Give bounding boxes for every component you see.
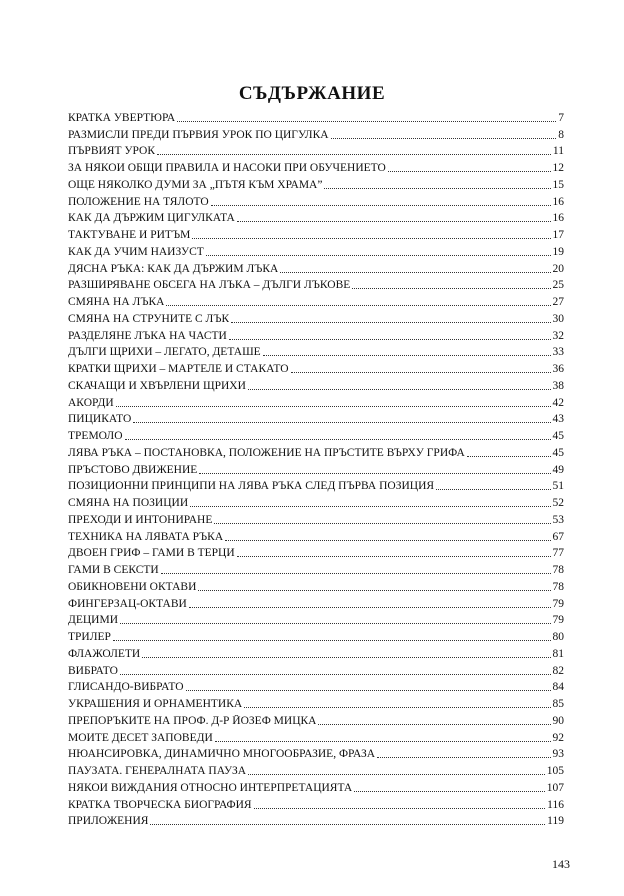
toc-dot-leader	[190, 506, 550, 507]
toc-entry-page: 49	[552, 463, 564, 476]
toc-entry-title: ПРЕПОРЪКИТЕ НА ПРОФ. Д-Р ЙОЗЕФ МИЦКА	[68, 714, 317, 727]
toc-entry	[68, 225, 564, 242]
toc-entry-page: 81	[552, 647, 564, 660]
toc-entry-page: 16	[552, 212, 564, 225]
toc-dot-leader	[354, 791, 545, 792]
toc-entry-title: ПРЪСТОВО ДВИЖЕНИЕ	[68, 463, 198, 476]
toc-entry	[68, 108, 564, 125]
toc-dot-leader	[352, 288, 550, 289]
toc-entry	[68, 678, 564, 695]
toc-dot-leader	[120, 623, 550, 624]
toc-entry-title: РАЗШИРЯВАНЕ ОБСЕГА НА ЛЪКА – ДЪЛГИ ЛЪКОВЕ	[68, 279, 351, 292]
toc-entry-title: ФИНГЕРЗАЦ-ОКТАВИ	[68, 597, 187, 610]
toc-entry-title: ОБИКНОВЕНИ ОКТАВИ	[68, 580, 197, 593]
toc-entry-page: 51	[552, 480, 564, 493]
toc-entry-title: ПОЛОЖЕНИЕ НА ТЯЛОТО	[68, 195, 209, 208]
toc-entry-page: 43	[552, 413, 564, 426]
toc-entry-page: 79	[552, 614, 564, 627]
toc-entry-title: ПРЕХОДИ И ИНТОНИРАНЕ	[68, 513, 213, 526]
toc-entry-title: ОЩЕ НЯКОЛКО ДУМИ ЗА „ПЪТЯ КЪМ ХРАМА”	[68, 178, 323, 191]
toc-entry-page: 38	[552, 379, 564, 392]
toc-entry-title: КРАТКИ ЩРИХИ – МАРТЕЛЕ И СТАКАТО	[68, 363, 289, 375]
table-of-contents	[68, 108, 564, 828]
toc-entry-page: 77	[552, 547, 564, 560]
toc-dot-leader	[161, 573, 551, 574]
toc-dot-leader	[467, 456, 551, 457]
toc-dot-leader	[231, 322, 550, 323]
toc-entry-title: ЗА НЯКОИ ОБЩИ ПРАВИЛА И НАСОКИ ПРИ ОБУЧЕНИЕТО	[68, 162, 386, 174]
toc-dot-leader	[229, 339, 551, 340]
toc-entry-title: СМЯНА НА ПОЗИЦИИ	[68, 497, 189, 509]
toc-entry	[68, 594, 564, 611]
toc-dot-leader	[157, 154, 551, 155]
toc-entry-title: ФЛАЖОЛЕТИ	[68, 647, 141, 660]
toc-entry	[68, 510, 564, 527]
toc-dot-leader	[225, 540, 550, 541]
toc-entry	[68, 158, 564, 175]
toc-entry-title: АКОРДИ	[68, 396, 114, 409]
toc-dot-leader	[248, 389, 551, 390]
toc-entry	[68, 209, 564, 226]
toc-dot-leader	[237, 556, 551, 557]
toc-entry-page: 19	[552, 245, 564, 258]
toc-dot-leader	[116, 406, 551, 407]
toc-entry-page: 33	[552, 346, 564, 359]
toc-entry	[68, 242, 564, 259]
toc-entry	[68, 343, 564, 360]
toc-entry	[68, 694, 564, 711]
toc-entry-title: СМЯНА НА ЛЪКА	[68, 296, 165, 308]
toc-entry-title: КАК ДА УЧИМ НАИЗУСТ	[68, 245, 204, 258]
toc-entry-page: 7	[558, 111, 564, 124]
toc-entry-title: ТРИЛЕР	[68, 631, 111, 643]
toc-entry-page: 93	[552, 748, 564, 761]
toc-entry-title: ПЪРВИЯТ УРОК	[68, 145, 156, 158]
toc-entry-page: 79	[552, 597, 564, 610]
toc-dot-leader	[244, 707, 550, 708]
toc-entry-page: 105	[546, 765, 564, 777]
toc-entry-title: КРАТКА ТВОРЧЕСКА БИОГРАФИЯ	[68, 798, 252, 811]
toc-entry-title: КРАТКА УВЕРТЮРА	[68, 111, 176, 124]
toc-dot-leader	[324, 188, 550, 189]
toc-entry-page: 20	[552, 262, 564, 275]
toc-dot-leader	[133, 422, 550, 423]
toc-entry-page: 45	[552, 430, 564, 442]
toc-entry-title: ДЯСНА РЪКА: КАК ДА ДЪРЖИМ ЛЪКА	[68, 262, 279, 275]
toc-entry-page: 78	[552, 564, 564, 576]
toc-entry	[68, 292, 564, 309]
toc-dot-leader	[436, 489, 550, 490]
toc-entry-page: 67	[552, 530, 564, 543]
toc-entry	[68, 426, 564, 443]
toc-entry-page: 27	[552, 296, 564, 308]
toc-dot-leader	[388, 171, 551, 172]
toc-entry-title: ДЕЦИМИ	[68, 614, 119, 627]
toc-entry	[68, 728, 564, 745]
toc-dot-leader	[199, 473, 550, 474]
toc-entry	[68, 192, 564, 209]
toc-entry-title: РАЗМИСЛИ ПРЕДИ ПЪРВИЯ УРОК ПО ЦИГУЛКА	[68, 128, 329, 141]
toc-entry	[68, 644, 564, 661]
toc-entry	[68, 175, 564, 192]
toc-entry	[68, 761, 564, 778]
toc-entry-title: КАК ДА ДЪРЖИМ ЦИГУЛКАТА	[68, 212, 235, 225]
toc-entry-page: 25	[552, 279, 564, 292]
toc-entry	[68, 560, 564, 577]
toc-dot-leader	[214, 523, 550, 524]
toc-dot-leader	[211, 205, 551, 206]
toc-entry-title: ПОЗИЦИОННИ ПРИНЦИПИ НА ЛЯВА РЪКА СЛЕД ПЪРВА ПОЗИЦИЯ	[68, 480, 435, 493]
toc-dot-leader	[189, 607, 551, 608]
toc-dot-leader	[192, 238, 550, 239]
toc-entry-title: СМЯНА НА СТРУНИТЕ С ЛЪК	[68, 312, 230, 325]
toc-entry-title: ЛЯВА РЪКА – ПОСТАНОВКА, ПОЛОЖЕНИЕ НА ПРЪСТИТЕ ВЪРХУ ГРИФА	[68, 446, 465, 459]
toc-entry-title: ТРЕМОЛО	[68, 430, 123, 442]
toc-entry-title: ГАМИ В СЕКСТИ	[68, 564, 159, 576]
toc-dot-leader	[318, 724, 550, 725]
toc-entry-title: НЮАНСИРОВКА, ДИНАМИЧНО МНОГООБРАЗИЕ, ФРАЗА	[68, 748, 376, 761]
toc-entry	[68, 142, 564, 159]
toc-dot-leader	[263, 355, 551, 356]
toc-entry-page: 119	[547, 815, 564, 828]
toc-dot-leader	[142, 657, 550, 658]
toc-entry-page: 90	[552, 714, 564, 727]
toc-entry	[68, 795, 564, 812]
toc-entry-title: ДЪЛГИ ЩРИХИ – ЛЕГАТО, ДЕТАШЕ	[68, 346, 261, 359]
toc-entry	[68, 527, 564, 544]
toc-dot-leader	[120, 674, 551, 675]
toc-entry-title: УКРАШЕНИЯ И ОРНАМЕНТИКА	[68, 698, 243, 710]
toc-entry	[68, 661, 564, 678]
toc-entry-page: 8	[558, 128, 564, 141]
toc-dot-leader	[254, 808, 546, 809]
toc-entry-page: 30	[552, 312, 564, 325]
toc-entry-title: НЯКОИ ВИЖДАНИЯ ОТНОСНО ИНТЕРПРЕТАЦИЯТА	[68, 781, 353, 794]
toc-entry	[68, 812, 564, 829]
toc-entry-page: 42	[552, 396, 564, 409]
toc-entry-title: ТАКТУВАНЕ И РИТЪМ	[68, 229, 191, 241]
toc-entry	[68, 711, 564, 728]
toc-entry	[68, 125, 564, 142]
toc-entry-title: ГЛИСАНДО-ВИБРАТО	[68, 681, 184, 694]
toc-entry	[68, 577, 564, 594]
toc-entry-page: 45	[552, 446, 564, 459]
toc-entry	[68, 376, 564, 393]
toc-entry	[68, 443, 564, 460]
toc-entry-page: 82	[552, 664, 564, 677]
toc-dot-leader	[331, 138, 557, 139]
toc-entry	[68, 359, 564, 376]
toc-entry-page: 52	[552, 497, 564, 509]
toc-entry	[68, 477, 564, 494]
toc-entry-page: 16	[552, 195, 564, 208]
toc-entry-page: 32	[552, 329, 564, 342]
toc-dot-leader	[198, 590, 550, 591]
toc-entry	[68, 259, 564, 276]
toc-dot-leader	[215, 741, 551, 742]
toc-entry	[68, 745, 564, 762]
toc-dot-leader	[280, 272, 550, 273]
toc-entry-page: 53	[552, 513, 564, 526]
toc-entry	[68, 627, 564, 644]
toc-dot-leader	[177, 121, 556, 122]
toc-entry	[68, 326, 564, 343]
toc-entry-page: 78	[552, 580, 564, 593]
toc-entry-page: 11	[552, 145, 564, 158]
toc-entry-title: ПРИЛОЖЕНИЯ	[68, 815, 149, 828]
toc-entry	[68, 611, 564, 628]
toc-entry-title: РАЗДЕЛЯНЕ ЛЪКА НА ЧАСТИ	[68, 329, 227, 342]
toc-dot-leader	[237, 221, 551, 222]
toc-entry-title: МОИТЕ ДЕСЕТ ЗАПОВЕДИ	[68, 731, 213, 744]
toc-dot-leader	[206, 255, 551, 256]
toc-dot-leader	[291, 372, 551, 373]
toc-entry	[68, 460, 564, 477]
toc-entry-page: 17	[552, 229, 564, 241]
toc-entry	[68, 276, 564, 293]
toc-entry-title: ВИБРАТО	[68, 664, 118, 677]
toc-entry-title: ПАУЗАТА. ГЕНЕРАЛНАТА ПАУЗА	[68, 765, 247, 777]
toc-dot-leader	[166, 305, 550, 306]
toc-dot-leader	[150, 824, 545, 825]
toc-entry-page: 85	[552, 698, 564, 710]
toc-entry	[68, 410, 564, 427]
toc-entry	[68, 544, 564, 561]
toc-entry-page: 12	[552, 162, 564, 174]
toc-entry-page: 15	[552, 178, 564, 191]
toc-entry	[68, 309, 564, 326]
page-number: 143	[552, 857, 570, 871]
toc-entry-page: 107	[546, 781, 564, 794]
toc-dot-leader	[186, 690, 551, 691]
toc-entry	[68, 778, 564, 795]
toc-entry-page: 116	[547, 798, 564, 811]
toc-entry-page: 80	[552, 631, 564, 643]
toc-entry-page: 92	[552, 731, 564, 744]
toc-entry	[68, 493, 564, 510]
page-title: СЪДЪРЖАНИЕ	[238, 82, 386, 104]
toc-entry	[68, 393, 564, 410]
toc-dot-leader	[113, 640, 551, 641]
toc-dot-leader	[377, 757, 550, 758]
toc-dot-leader	[125, 439, 551, 440]
toc-entry-page: 84	[552, 681, 564, 694]
toc-entry-title: СКАЧАЩИ И ХВЪРЛЕНИ ЩРИХИ	[68, 379, 246, 392]
toc-entry-page: 36	[552, 363, 564, 375]
toc-dot-leader	[248, 774, 545, 775]
toc-entry-title: ПИЦИКАТО	[68, 413, 132, 426]
toc-entry-title: ТЕХНИКА НА ЛЯВАТА РЪКА	[68, 530, 224, 543]
toc-entry-title: ДВОЕН ГРИФ – ГАМИ В ТЕРЦИ	[68, 547, 235, 560]
